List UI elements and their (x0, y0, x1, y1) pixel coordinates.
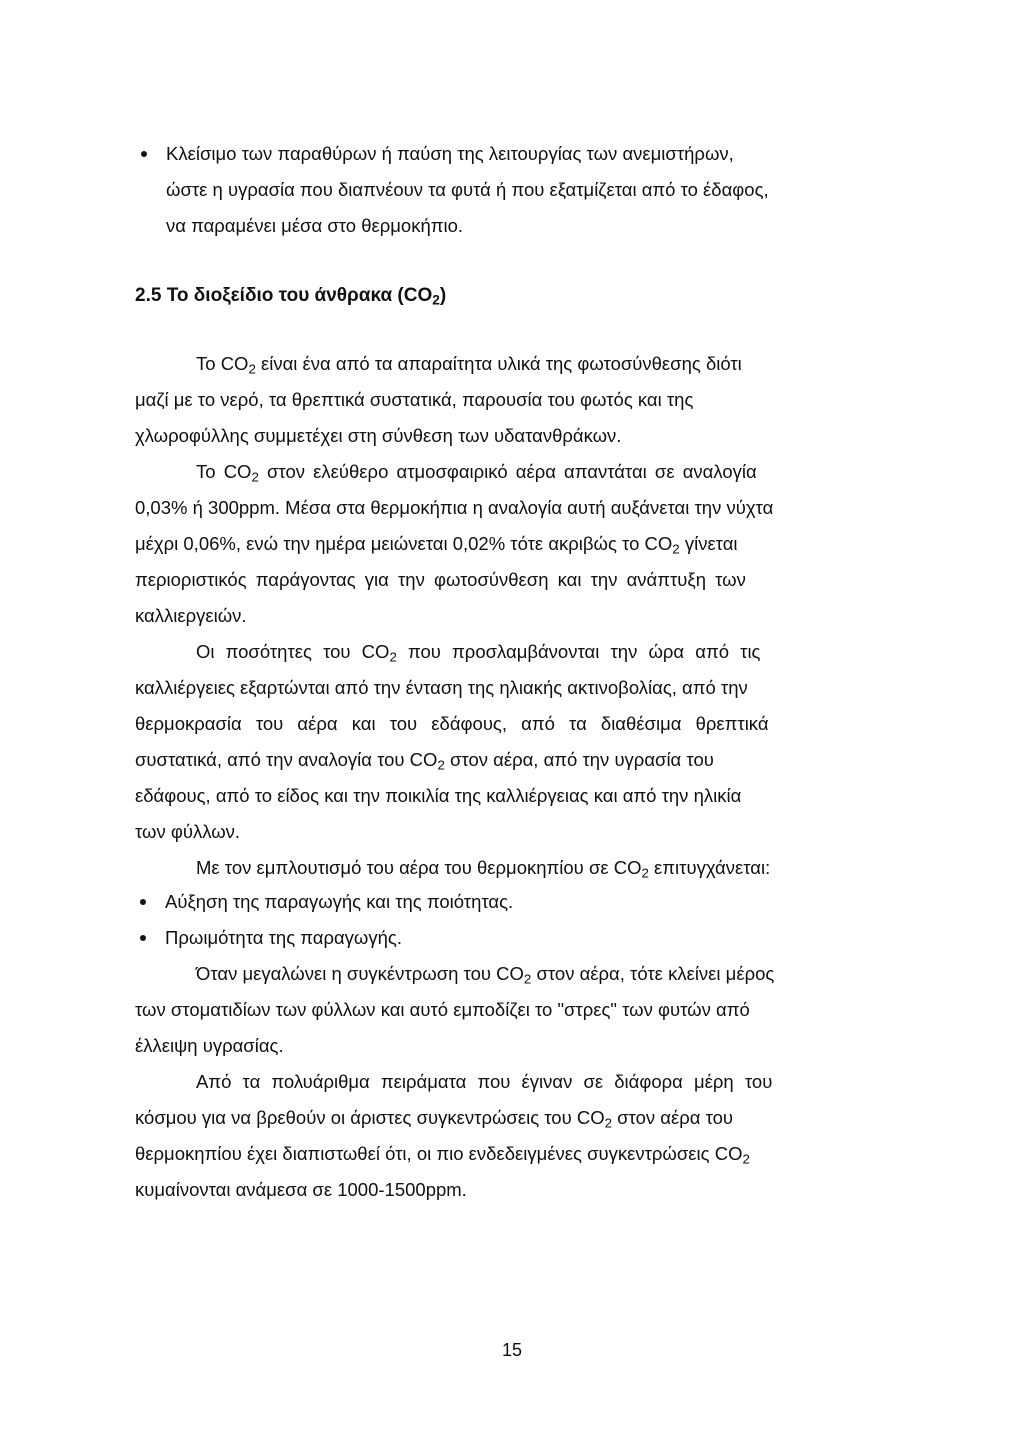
bullet-item: Αύξηση της παραγωγής και της ποιότητας. (165, 891, 514, 912)
para3-line4: συστατικά, από την αναλογία του $CO_2$ στον αέρα, από την υγρασία του (135, 749, 714, 773)
para2-line2: 0,03% ή 300ppm. Μέσα στα θερμοκήπια η αναλογία αυτή αυξάνεται την νύχτα (135, 497, 774, 518)
bullet-marker (140, 899, 146, 905)
para3-line2: καλλιέργειες εξαρτώνται από την ένταση της ηλιακής ακτινοβολίας, από την (135, 677, 748, 698)
para5-line1: Όταν μεγαλώνει η συγκέντρωση του $CO_2$ στον αέρα, τότε κλείνει μέρος (196, 963, 775, 987)
para4-line1: Με τον εμπλουτισμό του αέρα του θερμοκηπίου σε $CO_2$ επιτυγχάνεται: (196, 857, 771, 881)
section-title: Το διοξείδιο του άνθρακα $(CO_2)$ (166, 285, 447, 308)
para2-line3: μέχρι 0,06%, ενώ την ημέρα μειώνεται 0,02% τότε ακριβώς το $CO_2$ γίνεται (135, 533, 738, 557)
para5-line2: των στοματιδίων των φύλλων και αυτό εμποδίζει το "στρες" των φυτών από (135, 999, 750, 1020)
page-number: 15 (501, 1340, 523, 1360)
section-heading (135, 284, 635, 308)
para1-line3: χλωροφύλλης συμμετέχει στη σύνθεση των υδατανθράκων. (135, 425, 622, 446)
para2-line4: περιοριστικός παράγοντας για την φωτοσύνθεση και την ανάπτυξη των (135, 569, 746, 590)
para3-line6: των φύλλων. (135, 821, 241, 842)
para5-line3: έλλειψη υγρασίας. (135, 1035, 284, 1056)
bullet-text-line: ώστε η υγρασία που διαπνέουν τα φυτά ή που εξατμίζεται από το έδαφος, (166, 179, 769, 200)
bullet-marker (141, 151, 147, 157)
text-span: Κλείσιμο των παραθύρων ή παύση της λειτουργίας των ανεμιστήρων, (166, 143, 734, 164)
bullet-text-line: να παραμένει μέσα στο θερμοκήπιο. (166, 215, 464, 236)
para3-line5: εδάφους, από το είδος και την ποικιλία της καλλιέργειας και από την ηλικία (135, 785, 742, 806)
para3-line1: Οι ποσότητες του $CO_2$ που προσλαμβάνονται την ώρα από τις (196, 641, 761, 665)
para1-line1: Το $CO_2$ είναι ένα από τα απαραίτητα υλικά της φωτοσύνθεσης διότι (196, 353, 742, 377)
para3-line3: θερμοκρασία του αέρα και του εδάφους, από τα διαθέσιμα θρεπτικά (135, 713, 769, 734)
para2-line5: καλλιεργειών. (135, 605, 247, 626)
para2-line1: Το $CO_2$ στον ελεύθερο ατμοσφαιρικό αέρα απαντάται σε αναλογία (196, 461, 757, 485)
para6-line4: κυμαίνονται ανάμεσα σε 1000-1500ppm. (135, 1179, 467, 1200)
para6-line1: Από τα πολυάριθμα πειράματα που έγιναν σε διάφορα μέρη του (196, 1071, 773, 1092)
para1-line2: μαζί με το νερό, τα θρεπτικά συστατικά, παρουσία του φωτός και της (135, 389, 694, 410)
bullet-item: Πρωιμότητα της παραγωγής. (165, 927, 402, 948)
bullet-marker (140, 935, 146, 941)
para6-line2: κόσμου για να βρεθούν οι άριστες συγκεντρώσεις του $CO_2$ στον αέρα του (135, 1107, 734, 1131)
para6-line3: θερμοκηπίου έχει διαπιστωθεί ότι, οι πιο ενδεδειγμένες συγκεντρώσεις $CO_2$ (135, 1143, 750, 1167)
bullet-text-line (166, 142, 842, 166)
section-number: 2.5 (135, 285, 162, 306)
